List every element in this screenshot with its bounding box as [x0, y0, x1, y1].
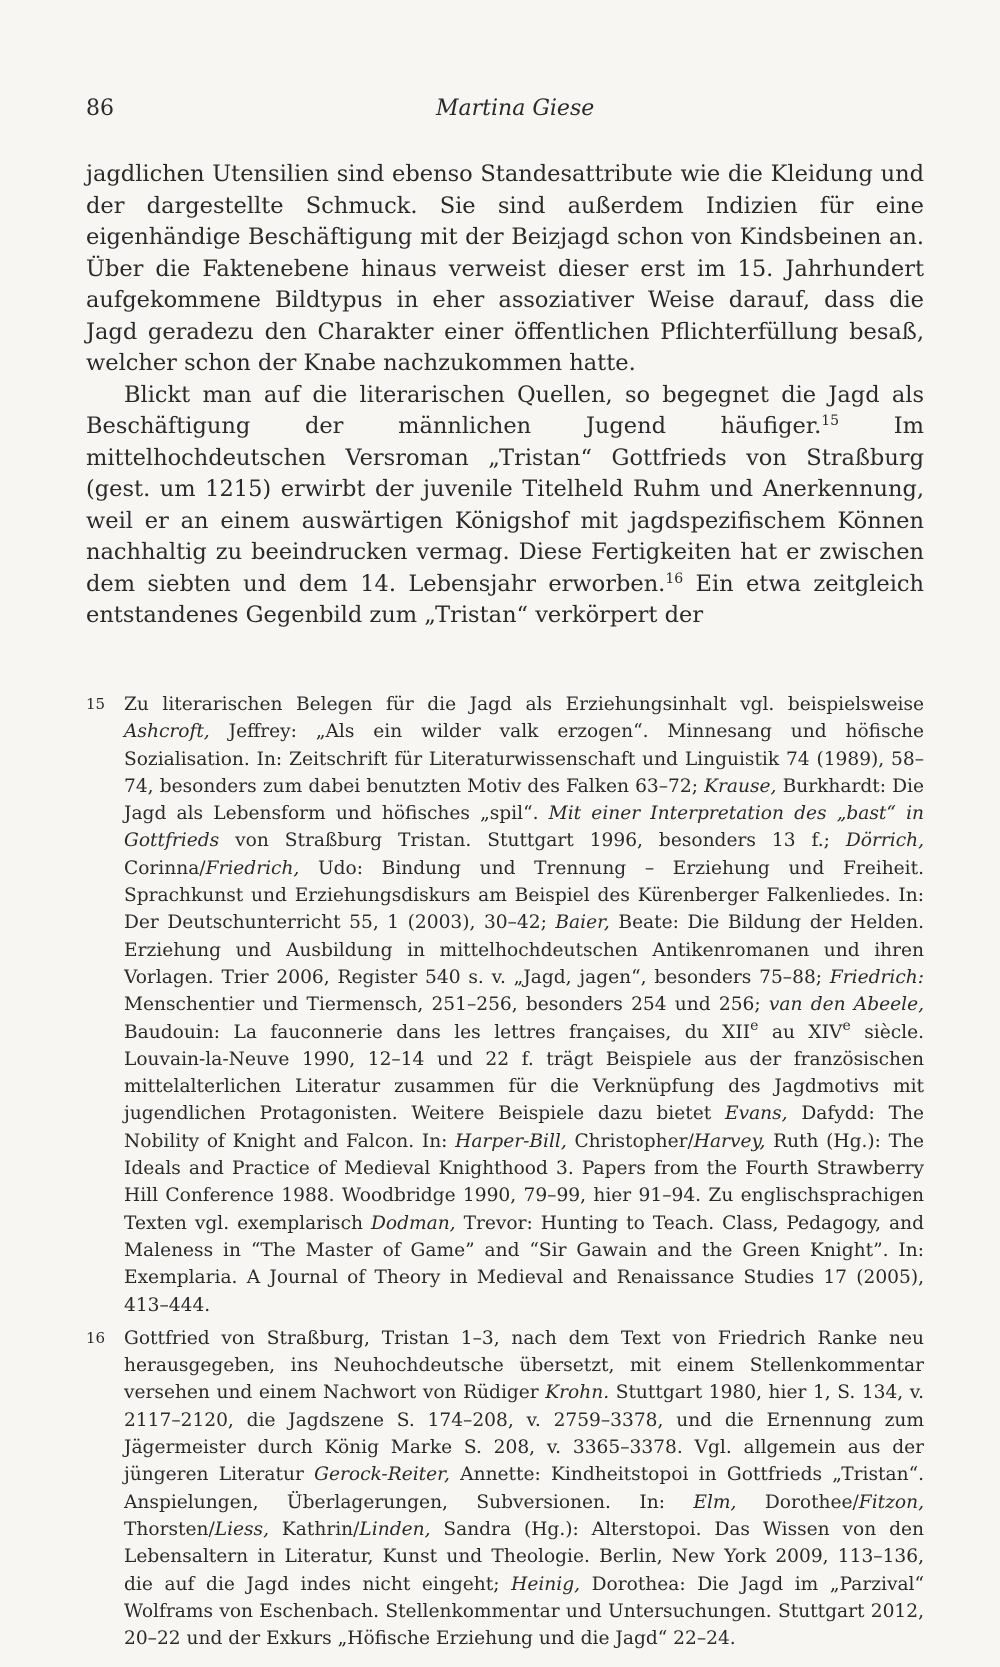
- fn15-s17: Baudouin: La fauconnerie dans les lettres françaises, du XII: [124, 1021, 751, 1043]
- fn15-s18: e: [750, 1017, 759, 1034]
- fn16-s14: Heinig,: [511, 1573, 581, 1595]
- fn15-s06: Mit einer Interpretation des „bast“ in Gottfrieds: [124, 803, 924, 852]
- fn15-s05: Burkhardt: Die Jagd als Lebensform und höfisches „spil“.: [124, 775, 924, 825]
- fn16-s15: Dorothea: Die Jagd im „Parzival“ Wolframs von Eschenbach. Stellenkommentar und Untersuchungen. Stuttgart 2012, 20–22 und der Exkurs „Höfische Erziehung und die Jagd“ 22–24.: [124, 1573, 925, 1650]
- fn15-s12: Baier,: [555, 912, 610, 934]
- running-author: Martina Giese: [436, 96, 595, 121]
- running-header: [86, 96, 924, 124]
- fn15-s04: Krause,: [704, 775, 777, 797]
- fn15-s20: e: [842, 1017, 851, 1034]
- fn15-s23: Dafydd: The Nobility of Knight and Falcon. In:: [124, 1103, 924, 1152]
- fn15-s07: von Straßburg Tristan. Stuttgart 1996, besonders 13 f.;: [219, 830, 846, 852]
- fn16-s10: Liess,: [214, 1518, 270, 1540]
- fn15-s27: Ruth (Hg.): The Ideals and Practice of Medieval Knighthood 3. Papers from the Fourth Strawberry Hill Conference 1988. Woodbridge 1990, 79–99, hier 91–94. Zu englischsprachigen Texten vgl. exemplarisch: [124, 1130, 924, 1234]
- paragraph-1: jagdlichen Utensilien sind ebenso Standesattribute wie die Kleidung und der dargestellte Schmuck. Sie sind außerdem Indizien für eine eigenhändige Beschäftigung mit der Beizjagd schon von Kindsbeinen an. Über die Faktenebene hinaus verweist dieser erst im 15. Jahrhundert aufgekommene Bildtypus in eher assoziativer Weise darauf, dass die Jagd geradezu den Charakter einer öffentlichen Pflichterfüllung besaß, welcher schon der Knabe nachzukommen hatte.: [86, 161, 924, 376]
- fn15-s21: siècle. Louvain-la-Neuve 1990, 12–14 und 22 f. trägt Beispiele aus der französischen mittelalterlichen Literatur zusammen für die Verknüpfung des Jagdmotivs mit jugendlichen Protagonisten. Weitere Beispiele dazu bietet: [124, 1021, 924, 1125]
- footnote-ref-15[interactable]: 15: [821, 413, 840, 429]
- fn16-s04: Gerock-Reiter,: [314, 1464, 450, 1486]
- paragraph-2: [86, 380, 924, 632]
- paragraph-2-part-c: Ein etwa zeitgleich entstandenes Gegenbild zum „Tristan“ verkörpert der: [86, 570, 924, 628]
- fn16-s11: Kathrin/: [269, 1518, 360, 1540]
- footnote-text: [124, 1325, 924, 1653]
- footnote-ref-16[interactable]: 16: [665, 570, 684, 587]
- fn15-s11: Udo: Bindung und Trennung – Erziehung und Freiheit. Sprachkunst und Erziehungsdiskurs am Beispiel des Kürenberger Falkenliedes. In: Der Deutschunterricht 55, 1 (2003), 30–42;: [124, 857, 924, 934]
- fn16-s09: Thorsten/: [124, 1518, 215, 1540]
- fn15-s13: Beate: Die Bildung der Helden. Erziehung und Ausbildung in mittelhochdeutschen Antikenromanen und ihren Vorlagen. Trier 2006, Register 540 s. v. „Jagd, jagen“, besonders 75–88;: [124, 912, 924, 988]
- fn16-s08: Fitzon,: [858, 1491, 924, 1513]
- fn15-s22: Evans,: [725, 1103, 788, 1125]
- fn16-s06: Elm,: [693, 1491, 737, 1513]
- fn15-s02: Ashcroft,: [124, 721, 210, 743]
- main-text: [86, 159, 924, 632]
- fn16-s02: Krohn.: [545, 1382, 610, 1404]
- paragraph-2-part-b: Im mittelhochdeutschen Versroman „Tristan“ Gottfrieds von Straßburg (gest. um 1215) erwirbt der juvenile Titelheld Ruhm und Anerkennung, weil er an einem auswärtigen Königshof mit jagdspezifischem Können nachhaltig zu beeindrucken vermag. Diese Fertigkeiten hat er zwischen dem siebten und dem 14. Lebensjahr erworben.: [86, 413, 924, 597]
- fn16-s07: Dorothee/: [736, 1491, 859, 1513]
- fn15-s08: Dörrich,: [845, 830, 924, 852]
- paragraph-2-part-a: Blickt man auf die literarischen Quellen, so begegnet die Jagd als Beschäftigung der männlichen Jugend häufiger.: [86, 381, 924, 439]
- footnote-number: 15: [86, 695, 106, 713]
- fn15-s19: au XIV: [758, 1021, 843, 1043]
- footnotes: [86, 691, 924, 1658]
- fn15-s29: Trevor: Hunting to Teach. Class, Pedagogy, and Maleness in “The Master of Game” and “Sir Gawain and the Green Knight”. In: Exemplaria. A Journal of Theory in Medieval and Renaissance Studies 17 (2005), 413–444.: [124, 1212, 924, 1316]
- footnote-text: [124, 691, 924, 1319]
- fn15-s01: Zu literarischen Belegen für die Jagd als Erziehungsinhalt vgl. beispielsweise: [124, 694, 924, 715]
- fn16-s05: Annette: Kindheitstopoi in Gottfrieds „Tristan“. Anspielungen, Überlagerungen, Subversionen. In:: [124, 1464, 924, 1513]
- fn15-s09: Corinna/: [124, 857, 206, 879]
- fn16-s03: Stuttgart 1980, hier 1, S. 134, v. 2117–2120, die Jagdszene S. 174–208, v. 2759–3378, und die Ernennung zum Jägermeister durch König Marke S. 208, v. 3365–3378. Vgl. allgemein aus der jüngeren Literatur: [124, 1382, 925, 1486]
- fn15-s25: Christopher/: [566, 1130, 694, 1152]
- fn15-s03: Jeffrey: „Als ein wilder valk erzogen“. Minnesang und höfische Sozialisation. In: Zeitschrift für Literaturwissenschaft und Linguistik 74 (1989), 58–74, besonders zum dabei benutzten Motiv des Falken 63–72;: [124, 721, 924, 797]
- fn15-s28: Dodman,: [370, 1212, 456, 1234]
- footnote-15: [86, 691, 924, 1319]
- footnote-16: [86, 1325, 924, 1653]
- fn15-s14: Friedrich:: [829, 966, 924, 988]
- footnote-number: 16: [86, 1328, 106, 1347]
- fn16-s13: Sandra (Hg.): Alterstopoi. Das Wissen von den Lebensaltern in Literatur, Kunst und Theologie. Berlin, New York 2009, 113–136, die auf die Jagd indes nicht eingeht;: [124, 1518, 924, 1595]
- fn15-s16: van den Abeele,: [768, 994, 925, 1016]
- fn15-s10: Friedrich,: [205, 857, 300, 879]
- fn15-s15: Menschentier und Tiermensch, 251–256, besonders 254 und 256;: [124, 994, 769, 1016]
- fn16-s01: Gottfried von Straßburg, Tristan 1–3, nach dem Text von Friedrich Ranke neu herausgegeben, ins Neuhochdeutsche übersetzt, mit einem Stellenkommentar versehen und einem Nachwort von Rüdiger: [124, 1327, 924, 1404]
- fn16-s12: Linden,: [359, 1518, 431, 1540]
- fn15-s24: Harper-Bill,: [455, 1130, 567, 1152]
- page-number: 86: [86, 96, 114, 121]
- fn15-s26: Harvey,: [693, 1130, 766, 1152]
